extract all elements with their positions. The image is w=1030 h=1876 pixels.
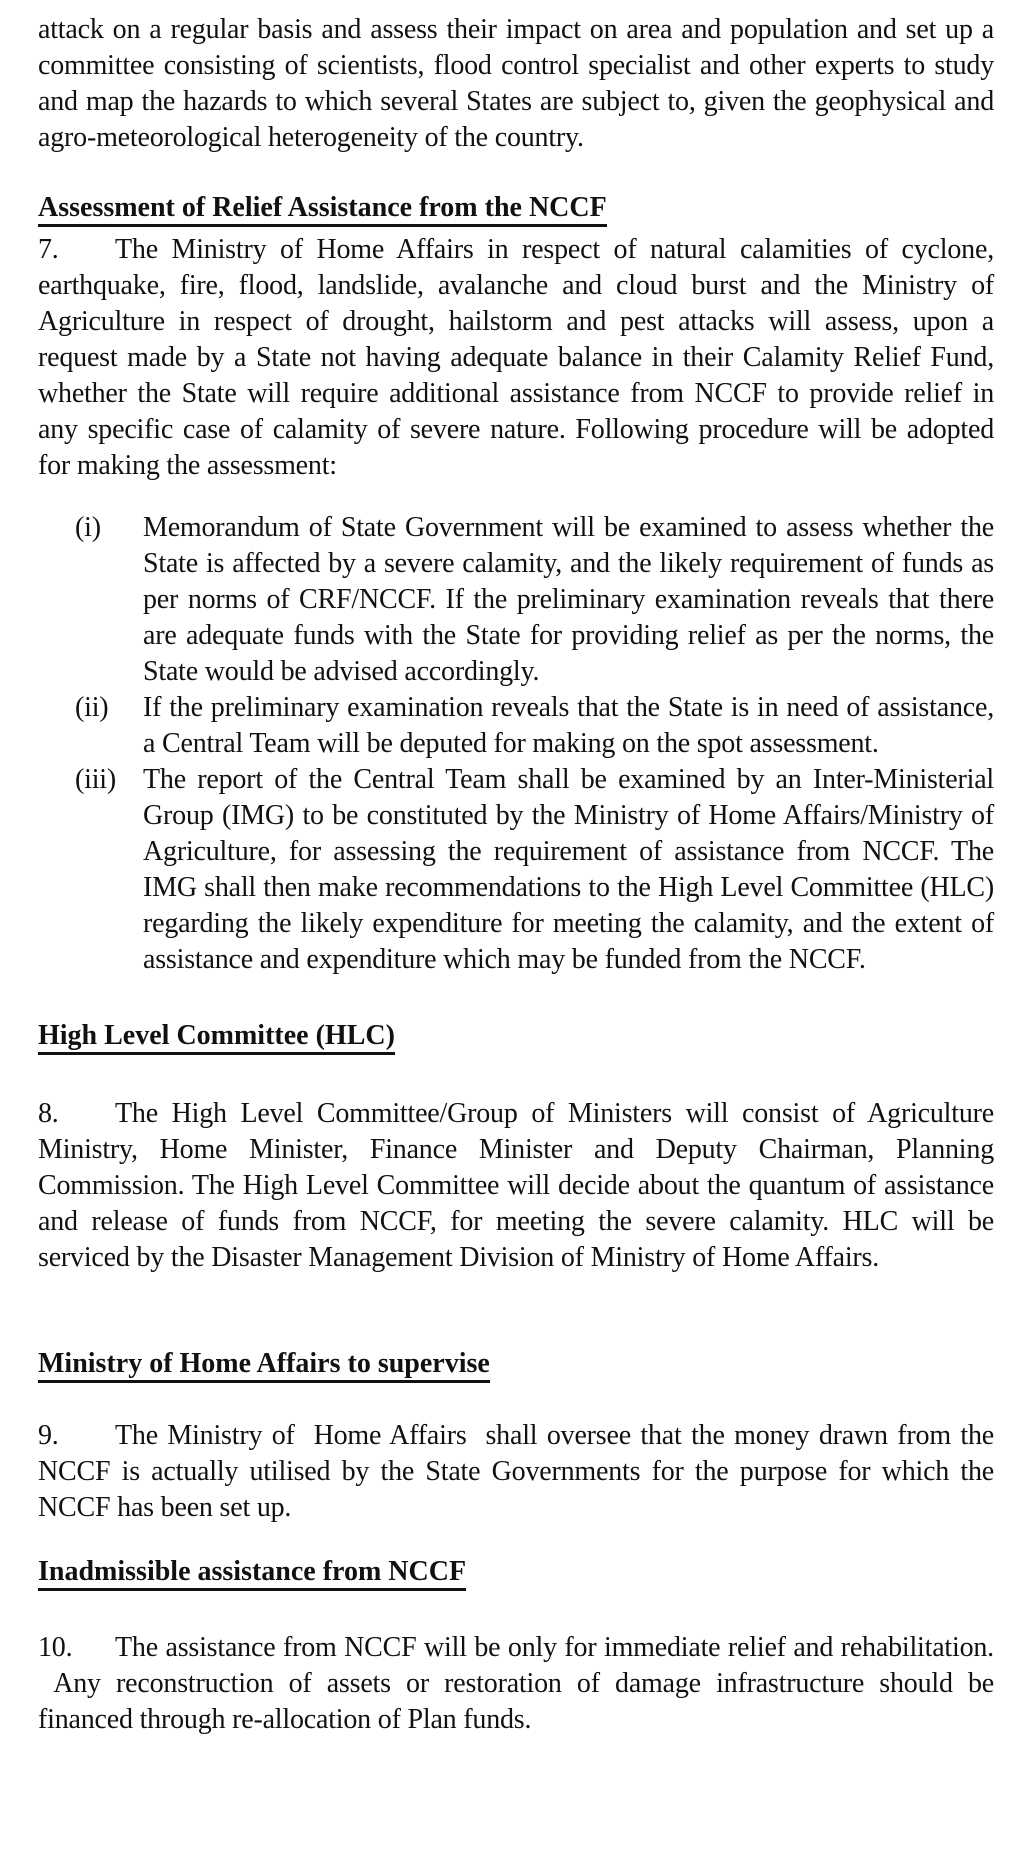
list-item-ii-text: If the preliminary examination reveals that the State is in need of assistance, a Central Team will be deputed for making on the spot assessment. (143, 692, 994, 759)
paragraph-8-text: The High Level Committee/Group of Ministers will consist of Agriculture Ministry, Home Minister, Finance Minister and Deputy Chairman, Planning Commission. The High Level Committee will decide about the quantum of assistance and release of funds from NCCF, for meeting the severe calamity. HLC will be serviced by the Disaster Management Division of Ministry of Home Affairs. (38, 1098, 994, 1273)
paragraph-10 (38, 1630, 994, 1738)
heading-inadmissible-assistance (38, 1554, 994, 1590)
paragraph-10-number: 10. (38, 1632, 73, 1663)
list-item-i (38, 510, 994, 690)
list-item-i-label: (i) (75, 512, 101, 543)
list-item-iii-label: (iii) (75, 764, 116, 795)
list-item-ii-label: (ii) (75, 692, 109, 723)
list-item-iii (38, 762, 994, 978)
paragraph-7 (38, 232, 994, 484)
list-item-iii-text: The report of the Central Team shall be examined by an Inter-Ministerial Group (IMG) to be constituted by the Ministry of Home Affairs/Ministry of Agriculture, for assessing the requirement of assistance from NCCF. The IMG shall then make recommendations to the High Level Committee (HLC) regarding the likely expenditure for meeting the calamity, and the extent of assistance and expenditure which may be funded from the NCCF. (143, 764, 994, 975)
paragraph-9-number: 9. (38, 1420, 59, 1451)
paragraph-9-text: The Ministry of Home Affairs shall oversee that the money drawn from the NCCF is actually utilised by the State Governments for the purpose for which the NCCF has been set up. (38, 1420, 994, 1523)
paragraph-7-number: 7. (38, 234, 59, 265)
heading-mha-supervise-text: Ministry of Home Affairs to supervise (38, 1348, 490, 1383)
heading-assessment-text: Assessment of Relief Assistance from the NCCF (38, 192, 607, 227)
paragraph-8 (38, 1096, 994, 1276)
list-item-ii (38, 690, 994, 762)
paragraph-7-text: The Ministry of Home Affairs in respect of natural calamities of cyclone, earthquake, fire, flood, landslide, avalanche and cloud burst and the Ministry of Agriculture in respect of drought, hailstorm and pest attacks will assess, upon a request made by a State not having adequate balance in their Calamity Relief Fund, whether the State will require additional assistance from NCCF to provide relief in any specific case of calamity of severe nature. Following procedure will be adopted for making the assessment: (38, 234, 994, 481)
list-item-i-text: Memorandum of State Government will be examined to assess whether the State is affected by a severe calamity, and the likely requirement of funds as per norms of CRF/NCCF. If the preliminary examination reveals that there are adequate funds with the State for providing relief as per the norms, the State would be advised accordingly. (143, 512, 994, 687)
paragraph-intro: attack on a regular basis and assess their impact on area and population and set up a committee consisting of scientists, flood control specialist and other experts to study and map the hazards to which several States are subject to, given the geophysical and agro-meteorological heterogeneity of the country. (38, 14, 994, 153)
paragraph-8-number: 8. (38, 1098, 59, 1129)
heading-assessment (38, 190, 994, 226)
assessment-procedure-list (38, 510, 994, 978)
paragraph-9 (38, 1418, 994, 1526)
heading-high-level-committee (38, 1018, 994, 1054)
heading-inadmissible-assistance-text: Inadmissible assistance from NCCF (38, 1556, 466, 1591)
heading-mha-supervise (38, 1346, 994, 1382)
paragraph-10-text: The assistance from NCCF will be only for immediate relief and rehabilitation. Any reconstruction of assets or restoration of damage infrastructure should be financed through re-allocation of Plan funds. (38, 1632, 994, 1735)
heading-high-level-committee-text: High Level Committee (HLC) (38, 1020, 395, 1055)
